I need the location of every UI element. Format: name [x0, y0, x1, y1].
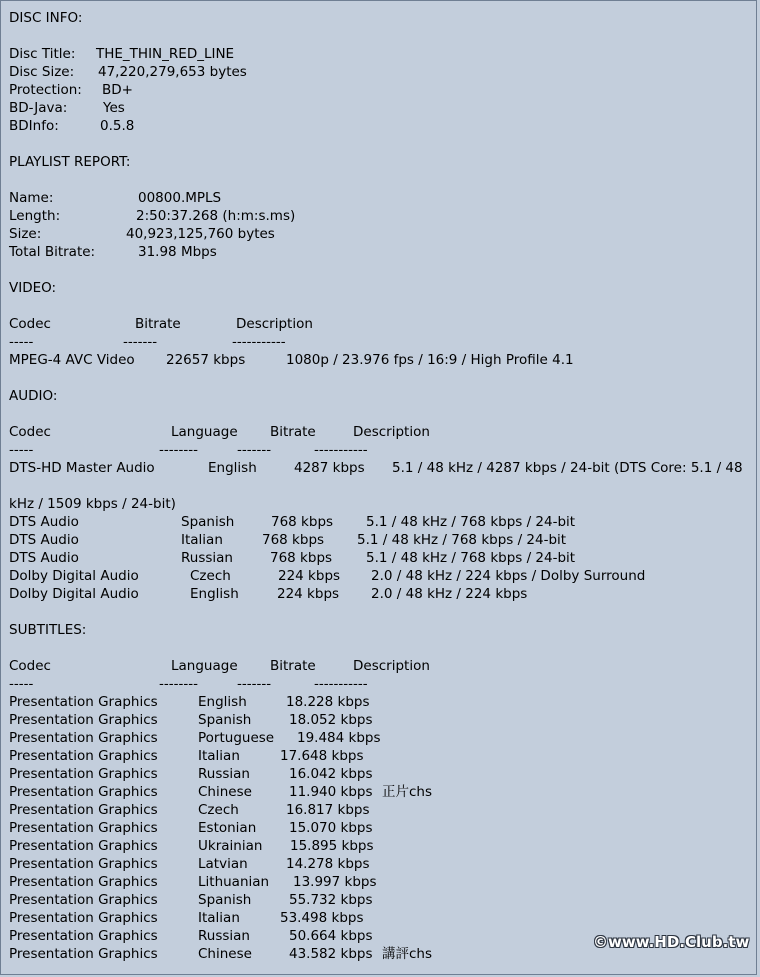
language-cell: Italian	[198, 910, 240, 926]
codec-cell: DTS Audio	[9, 550, 79, 566]
field-label: Total Bitrate:	[9, 244, 96, 260]
language-cell: Lithuanian	[198, 874, 270, 890]
subtitle-track-row	[0, 783, 760, 801]
column-divider: -----------	[314, 442, 368, 458]
codec-cell: Presentation Graphics	[9, 856, 158, 872]
language-cell: Chinese	[198, 784, 252, 800]
playlist-field	[0, 207, 760, 225]
bitrate-cell: 224 kbps	[277, 586, 340, 602]
section-heading-disc-info	[0, 9, 760, 27]
codec-cell: Presentation Graphics	[9, 892, 158, 908]
language-cell: Russian	[198, 928, 250, 944]
codec-cell: Presentation Graphics	[9, 784, 158, 800]
description-cell: 5.1 / 48 kHz / 768 kbps / 24-bit	[366, 514, 576, 530]
bitrate-cell: 50.664 kbps	[289, 928, 373, 944]
language-cell: Chinese	[198, 946, 252, 962]
subtitles-table-header	[0, 657, 760, 675]
codec-cell: Presentation Graphics	[9, 748, 158, 764]
field-value: 31.98 Mbps	[138, 244, 217, 260]
field-label: Size:	[9, 226, 42, 242]
field-label: Length:	[9, 208, 61, 224]
column-header: Language	[171, 424, 238, 440]
field-value: BD+	[102, 82, 133, 98]
disc-info-field	[0, 45, 760, 63]
bitrate-cell: 18.228 kbps	[286, 694, 370, 710]
bitrate-cell: 768 kbps	[271, 514, 334, 530]
bitrate-cell: 13.997 kbps	[293, 874, 377, 890]
codec-cell: MPEG-4 AVC Video	[9, 352, 135, 368]
bitrate-cell: 22657 kbps	[166, 352, 246, 368]
column-header: Codec	[9, 316, 51, 332]
codec-cell: Presentation Graphics	[9, 946, 158, 962]
bitrate-cell: 14.278 kbps	[286, 856, 370, 872]
column-divider: -----	[9, 334, 34, 350]
language-cell: Czech	[198, 802, 239, 818]
column-divider: -----	[9, 676, 34, 692]
audio-track-row	[0, 567, 760, 585]
language-cell: Latvian	[198, 856, 248, 872]
codec-cell: Presentation Graphics	[9, 802, 158, 818]
description-cell: 5.1 / 48 kHz / 768 kbps / 24-bit	[357, 532, 567, 548]
column-divider: -----------	[314, 676, 368, 692]
description-cell: 5.1 / 48 kHz / 4287 kbps / 24-bit (DTS Core: 5.1 / 48	[392, 460, 743, 476]
bitrate-cell: 55.732 kbps	[289, 892, 373, 908]
codec-cell: Presentation Graphics	[9, 928, 158, 944]
subtitle-track-row	[0, 891, 760, 909]
codec-cell: Presentation Graphics	[9, 874, 158, 890]
audio-table-header	[0, 423, 760, 441]
subtitle-track-row	[0, 855, 760, 873]
column-header: Codec	[9, 424, 51, 440]
playlist-field	[0, 189, 760, 207]
subtitle-track-row	[0, 837, 760, 855]
codec-cell: Presentation Graphics	[9, 838, 158, 854]
language-cell: Estonian	[198, 820, 257, 836]
subtitle-track-row	[0, 819, 760, 837]
watermark: ©www.HD.Club.tw	[593, 933, 750, 951]
column-header: Description	[236, 316, 313, 332]
section-heading-subtitles	[0, 621, 760, 639]
column-divider: -----------	[232, 334, 286, 350]
language-cell: Russian	[198, 766, 250, 782]
language-cell: English	[208, 460, 257, 476]
subtitle-track-row	[0, 909, 760, 927]
subtitles-table-dashes	[0, 675, 760, 693]
description-cell: 正片chs	[382, 784, 433, 800]
description-wrap-text: kHz / 1509 kbps / 24-bit)	[9, 496, 176, 512]
disc-info-heading: DISC INFO:	[9, 10, 83, 26]
codec-cell: Dolby Digital Audio	[9, 568, 139, 584]
language-cell: Czech	[190, 568, 231, 584]
field-value: 47,220,279,653 bytes	[98, 64, 247, 80]
column-header: Language	[171, 658, 238, 674]
column-header: Codec	[9, 658, 51, 674]
field-value: 00800.MPLS	[138, 190, 222, 206]
column-divider: --------	[159, 676, 198, 692]
language-cell: English	[198, 694, 247, 710]
playlist-field	[0, 225, 760, 243]
subtitle-track-row	[0, 765, 760, 783]
language-cell: Ukrainian	[198, 838, 263, 854]
video-track-row	[0, 351, 760, 369]
language-cell: English	[190, 586, 239, 602]
bitrate-cell: 18.052 kbps	[289, 712, 373, 728]
field-label: BD-Java:	[9, 100, 68, 116]
audio-heading: AUDIO:	[9, 388, 58, 404]
field-value: THE_THIN_RED_LINE	[96, 46, 235, 62]
subtitles-heading: SUBTITLES:	[9, 622, 87, 638]
column-header: Bitrate	[270, 424, 316, 440]
section-heading-playlist	[0, 153, 760, 171]
bitrate-cell: 43.582 kbps	[289, 946, 373, 962]
codec-cell: Presentation Graphics	[9, 820, 158, 836]
audio-table-dashes	[0, 441, 760, 459]
playlist-field	[0, 243, 760, 261]
language-cell: Russian	[181, 550, 233, 566]
disc-info-field	[0, 63, 760, 81]
column-header: Description	[353, 424, 430, 440]
description-cell: 講評chs	[382, 946, 433, 962]
bitrate-cell: 15.070 kbps	[289, 820, 373, 836]
video-table-header	[0, 315, 760, 333]
section-heading-video	[0, 279, 760, 297]
codec-cell: DTS Audio	[9, 514, 79, 530]
subtitle-track-row	[0, 873, 760, 891]
bitrate-cell: 53.498 kbps	[280, 910, 364, 926]
description-cell: 2.0 / 48 kHz / 224 kbps	[371, 586, 528, 602]
description-cell: 2.0 / 48 kHz / 224 kbps / Dolby Surround	[371, 568, 646, 584]
field-value: 0.5.8	[100, 118, 135, 134]
field-label: Disc Title:	[9, 46, 76, 62]
audio-track-row	[0, 531, 760, 549]
field-value: 2:50:37.268 (h:m:s.ms)	[136, 208, 296, 224]
field-label: Name:	[9, 190, 54, 206]
subtitle-track-row	[0, 729, 760, 747]
subtitle-track-row	[0, 801, 760, 819]
audio-track-row	[0, 549, 760, 567]
audio-track-row	[0, 513, 760, 531]
column-header: Bitrate	[270, 658, 316, 674]
playlist-report-heading: PLAYLIST REPORT:	[9, 154, 131, 170]
column-divider: -----	[9, 442, 34, 458]
field-value: 40,923,125,760 bytes	[126, 226, 275, 242]
section-heading-audio	[0, 387, 760, 405]
description-cell: 5.1 / 48 kHz / 768 kbps / 24-bit	[366, 550, 576, 566]
bitrate-cell: 15.895 kbps	[290, 838, 374, 854]
codec-cell: Presentation Graphics	[9, 694, 158, 710]
codec-cell: Presentation Graphics	[9, 910, 158, 926]
codec-cell: DTS-HD Master Audio	[9, 460, 155, 476]
audio-track-row	[0, 459, 760, 477]
bitrate-cell: 224 kbps	[278, 568, 341, 584]
bitrate-cell: 11.940 kbps	[289, 784, 373, 800]
column-header: Description	[353, 658, 430, 674]
audio-description-wrap	[0, 495, 760, 513]
disc-info-field	[0, 99, 760, 117]
language-cell: Portuguese	[198, 730, 275, 746]
field-label: Disc Size:	[9, 64, 75, 80]
codec-cell: Dolby Digital Audio	[9, 586, 139, 602]
language-cell: Italian	[198, 748, 240, 764]
video-heading: VIDEO:	[9, 280, 57, 296]
description-cell: 1080p / 23.976 fps / 16:9 / High Profile 4.1	[286, 352, 574, 368]
bitrate-cell: 16.042 kbps	[289, 766, 373, 782]
bitrate-cell: 16.817 kbps	[286, 802, 370, 818]
subtitle-track-row	[0, 747, 760, 765]
codec-cell: Presentation Graphics	[9, 730, 158, 746]
field-label: Protection:	[9, 82, 82, 98]
bitrate-cell: 768 kbps	[270, 550, 333, 566]
codec-cell: Presentation Graphics	[9, 766, 158, 782]
video-table-dashes	[0, 333, 760, 351]
bitrate-cell: 17.648 kbps	[280, 748, 364, 764]
language-cell: Italian	[181, 532, 223, 548]
disc-info-field	[0, 81, 760, 99]
column-divider: -------	[237, 676, 272, 692]
subtitle-track-row	[0, 711, 760, 729]
column-divider: --------	[159, 442, 198, 458]
field-label: BDInfo:	[9, 118, 59, 134]
column-divider: -------	[123, 334, 158, 350]
bitrate-cell: 768 kbps	[262, 532, 325, 548]
field-value: Yes	[103, 100, 125, 116]
codec-cell: Presentation Graphics	[9, 712, 158, 728]
bitrate-cell: 4287 kbps	[294, 460, 365, 476]
audio-track-row	[0, 585, 760, 603]
codec-cell: DTS Audio	[9, 532, 79, 548]
column-header: Bitrate	[135, 316, 181, 332]
disc-info-field	[0, 117, 760, 135]
language-cell: Spanish	[181, 514, 235, 530]
column-divider: -------	[237, 442, 272, 458]
bitrate-cell: 19.484 kbps	[297, 730, 381, 746]
language-cell: Spanish	[198, 712, 252, 728]
subtitle-track-row	[0, 693, 760, 711]
language-cell: Spanish	[198, 892, 252, 908]
